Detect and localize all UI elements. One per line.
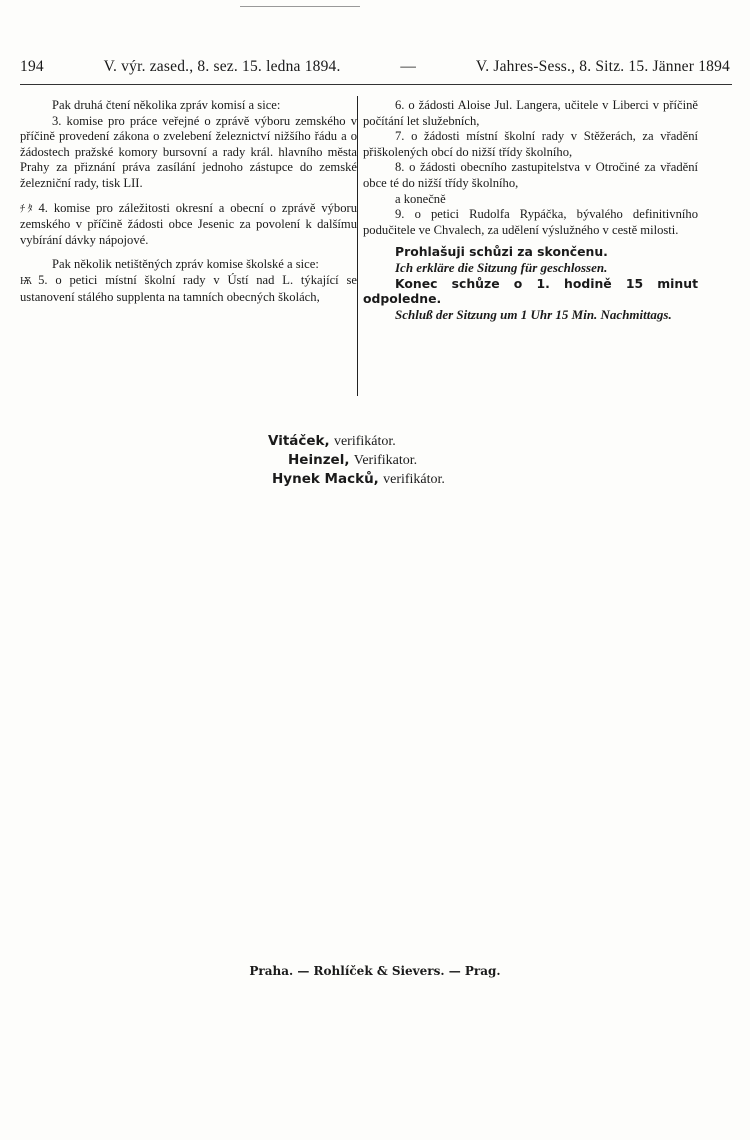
signature-name: Hynek Macků, [272,471,379,487]
item-4-paragraph [20,201,357,249]
signatures-block [0,432,750,489]
header-separator: — [400,58,417,75]
closing-czech: Prohlašuji schůzi za skončenu. [395,244,608,260]
left-column [20,98,357,305]
item-4-text: 4. komise pro záležitosti okresní a obecní o zprávě výboru zemského v příčině žádosti obce Jesenic za povolení k dalšímu vybírání dávky nápojové. [20,200,357,247]
header-rule [20,84,732,85]
signature-line [288,451,750,470]
signature-role: verifikátor. [333,434,396,449]
signature-role: verifikátor. [383,472,445,487]
signature-line [268,432,750,451]
column-divider [357,96,358,396]
german-session-title: V. Jahres-Sess., 8. Sitz. 15. Jänner 1894 [475,58,730,75]
printer-imprint: Praha. — Rohlíček & Sievers. — Prag. [249,964,501,978]
item-8-paragraph: 8. o žádosti obecního zastupitelstva v Otročiné za vřadění obce té do nižší třídy školního, [363,160,698,190]
item-3-paragraph: 3. komise pro práce veřejné o zprávě výboru zemského v příčině provedení zákona o zvelebení železnictví nižšího řádu a o žádostech pražské komory bursovní a rady král. hlavního města Prahy za přiznání práva zasílání jednoho zástupce do zemské železniční rady, tisk LII. [20,113,357,190]
session-end-german: Schluß der Sitzung um 1 Uhr 15 Min. Nachmittags. [395,306,672,322]
and-finally-paragraph: a konečně [395,191,446,206]
czech-session-title: V. výr. zased., 8. sez. 15. ledna 1894. [103,58,341,75]
item-6-paragraph: 6. o žádosti Aloise Jul. Langera, učitele v Liberci v příčině počítání let služebních, [363,98,698,128]
margin-mark: Ѭ [20,275,33,287]
item-7-paragraph: 7. o žádosti místní školní rady v Stěžerách, za vřadění přiškolených obcí do nižší třídy školního, [363,129,698,159]
intro-paragraph: Pak druhá čtení několika zpráv komisí a sice: [52,98,281,112]
item-5-text: 5. o petici místní školní rady v Ústí nad L. týkající se ustanovení stálého supplenta na tamních obecných školách, [20,272,357,304]
signature-line [272,470,750,489]
intro2-paragraph: Pak několik netištěných zpráv komise školské a sice: [52,257,319,272]
item-5-paragraph [20,273,357,305]
right-column [363,98,698,322]
margin-mark: ﾁ ﾀ [20,203,33,215]
signature-name: Vitáček, [268,433,330,449]
page-number: 194 [20,58,44,75]
page-header [20,58,730,76]
signature-name: Heinzel, [288,452,350,468]
item-9-paragraph: 9. o petici Rudolfa Rypáčka, bývalého definitivního podučitele ve Chvalech, za udělení výslužného v cestě milosti. [363,207,698,237]
top-edge-rule [240,6,360,7]
closing-german: Ich erkläre die Sitzung für geschlossen. [395,259,608,275]
signature-role: Verifikator. [353,453,418,468]
session-end-czech: Konec schůze o 1. hodině 15 minut odpoledne. [363,275,698,307]
